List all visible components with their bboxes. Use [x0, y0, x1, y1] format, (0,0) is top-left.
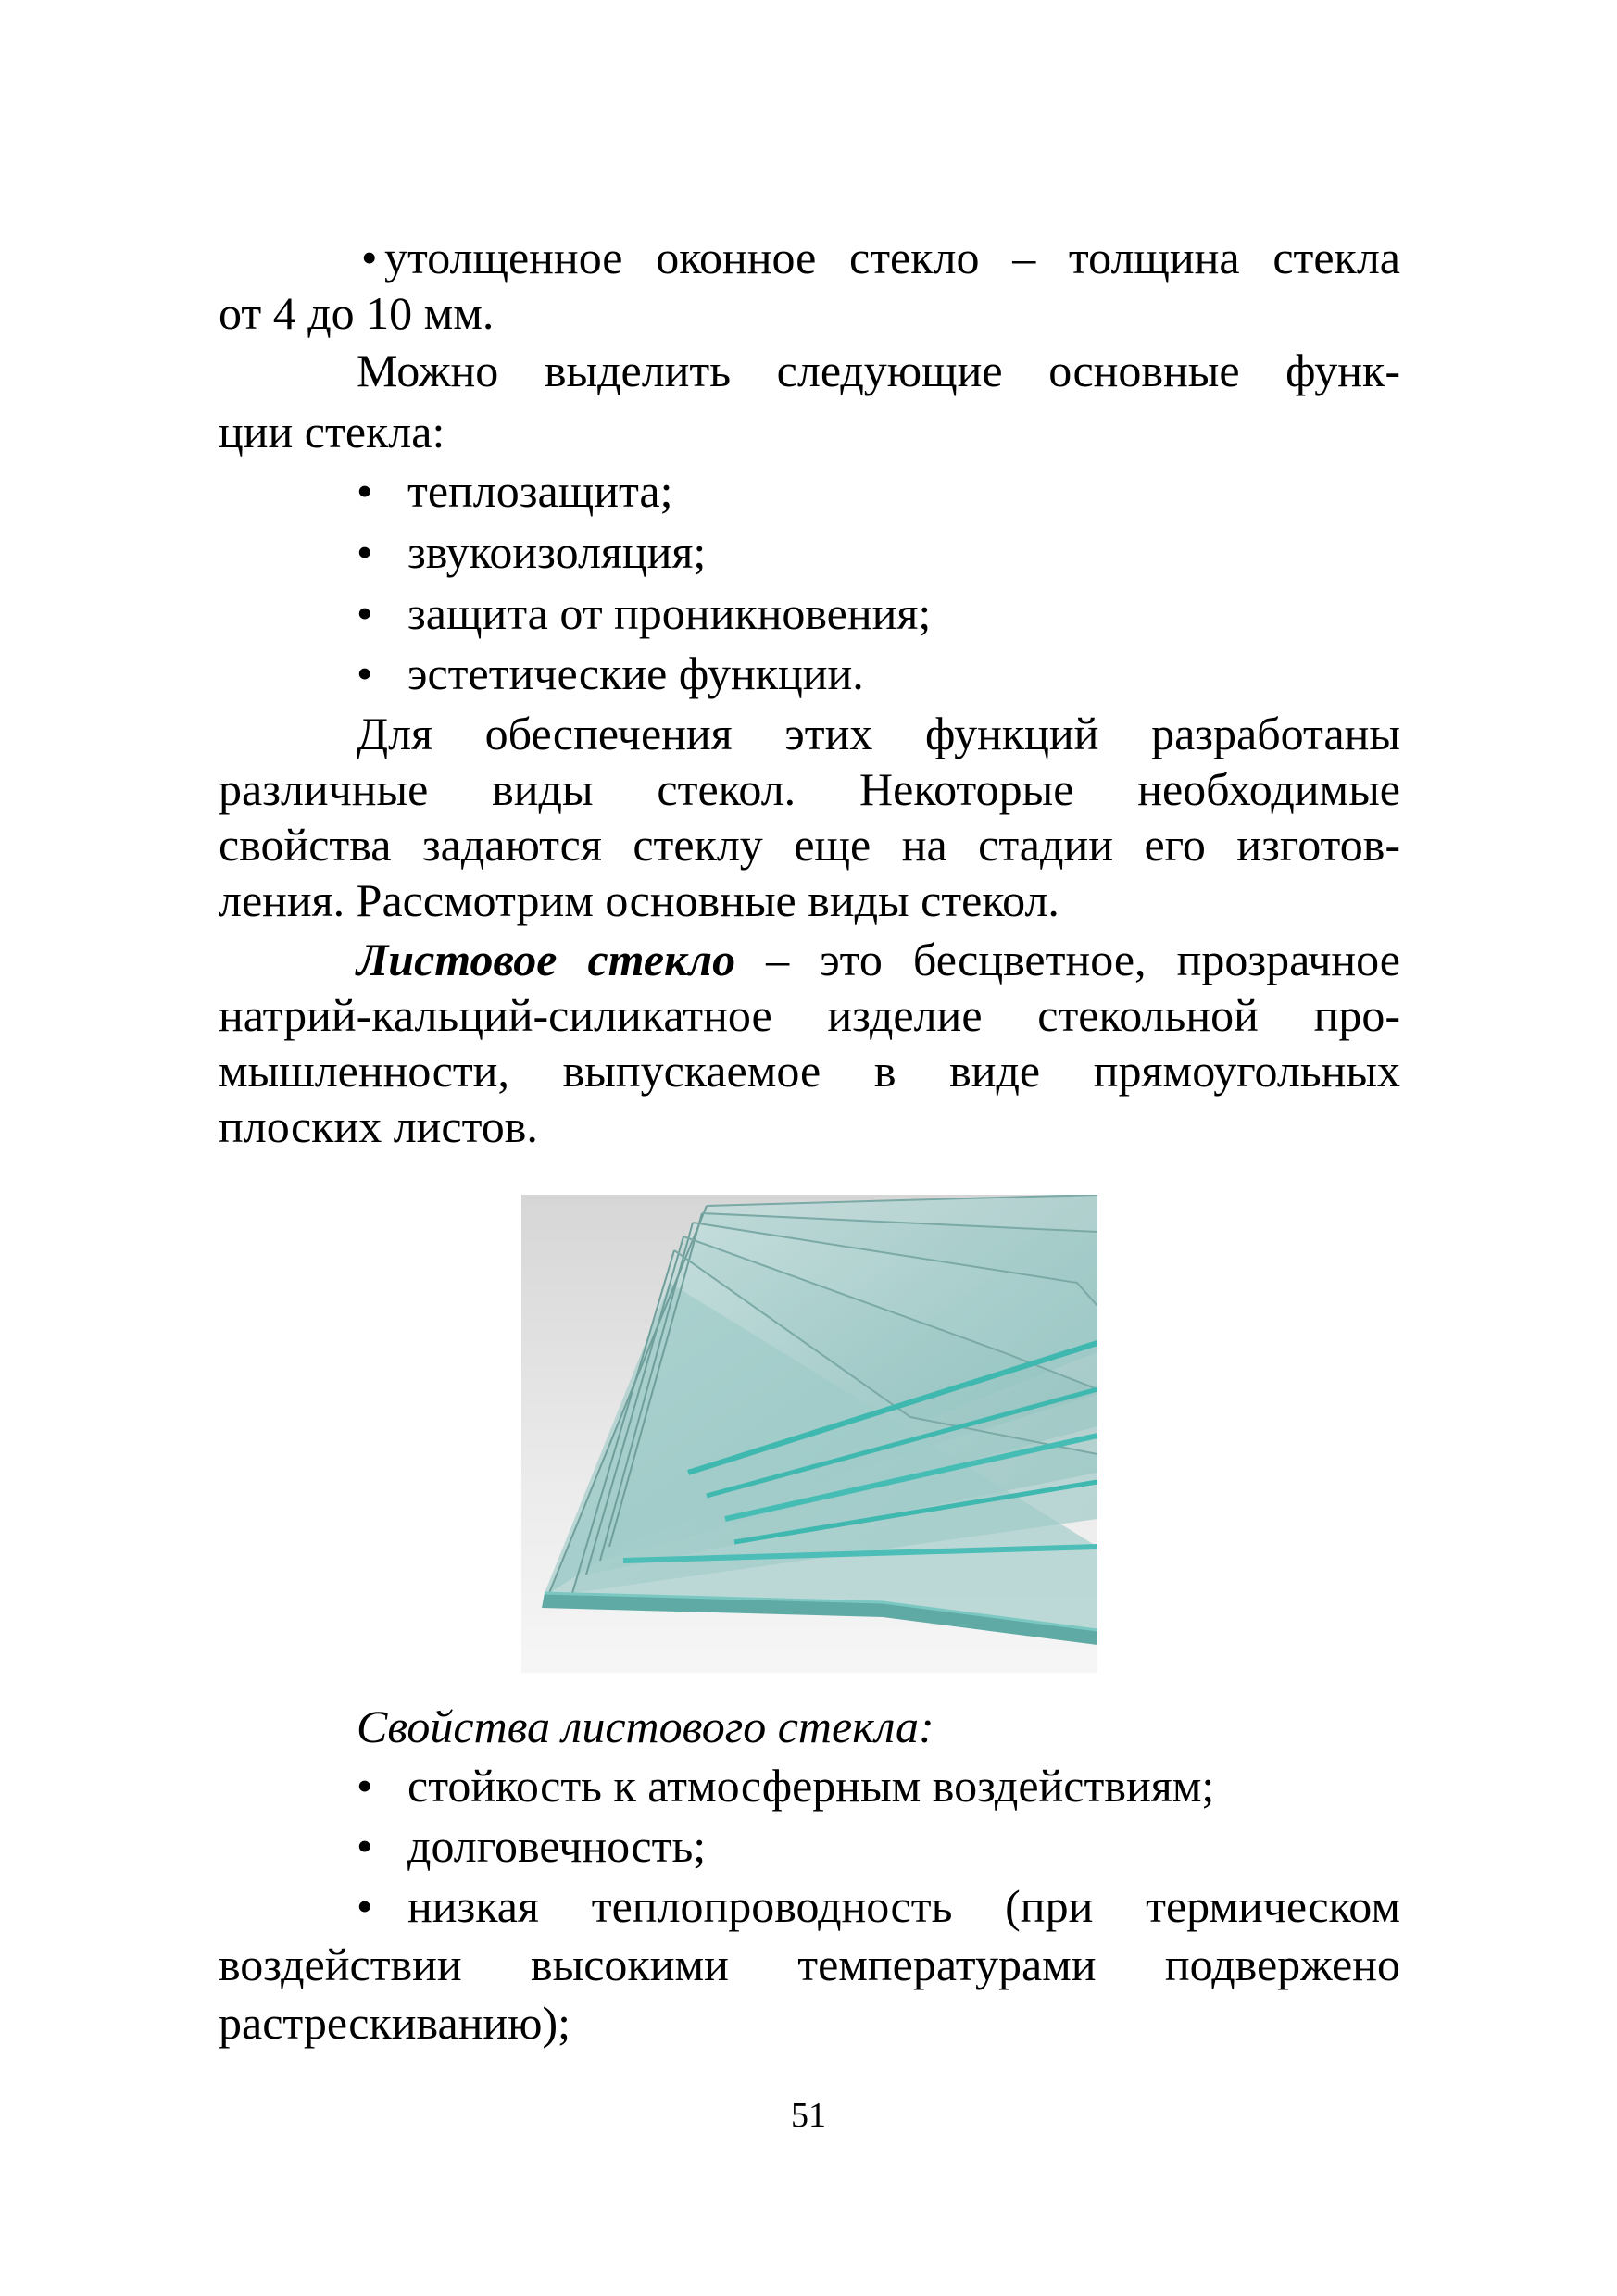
bullet-icon: •: [357, 1820, 373, 1872]
bullet-item-thick-glass: [361, 230, 1400, 285]
page-number: 51: [791, 2096, 826, 2135]
paragraph-line: различные виды стекол. Некоторые необходимые: [219, 763, 1400, 815]
paragraph-line: свойства задаются стеклу еще на стадии его изготов-: [219, 819, 1400, 871]
paragraph-line: плоских листов.: [219, 1100, 538, 1152]
section-subheading: Свойства листового стекла:: [357, 1700, 934, 1752]
defined-term: Листовое стекло: [357, 934, 736, 985]
list-item-text: защита от проникновения;: [407, 587, 932, 639]
paragraph-line: воздействии высокими температурами подвержено: [219, 1938, 1400, 1990]
list-item-text: стойкость к атмосферным воздействиям;: [407, 1760, 1215, 1812]
list-item-text: низкая теплопроводность (при термическом: [407, 1880, 1400, 1932]
paragraph-line: от 4 до 10 мм.: [219, 287, 495, 339]
definition-text: – это бесцветное, прозрачное: [735, 934, 1400, 985]
bullet-icon: •: [357, 1880, 373, 1932]
bullet-icon: •: [357, 587, 373, 639]
list-item: [357, 1758, 1400, 1813]
paragraph-line: Для обеспечения этих функций разработаны: [357, 708, 1400, 759]
list-item-text: эстетические функции.: [407, 647, 864, 699]
bullet-icon: •: [357, 526, 373, 578]
list-item: [357, 463, 1400, 519]
list-item: [357, 524, 1400, 580]
list-item-text: звукоизоляция;: [407, 526, 707, 578]
paragraph-line: натрий-кальций-силикатное изделие стекольной про-: [219, 989, 1400, 1041]
glass-sheets-photo: [521, 1195, 1097, 1673]
definition-line: [357, 932, 1400, 987]
list-item: [357, 585, 1400, 641]
paragraph-line: ления. Рассмотрим основные виды стекол.: [219, 874, 1059, 926]
paragraph-line: ции стекла:: [219, 406, 445, 458]
list-item: [357, 646, 1400, 701]
bullet-text: утолщенное оконное стекло – толщина стекла: [384, 232, 1400, 283]
paragraph-line: растрескиванию);: [219, 1997, 571, 2049]
list-item-text: долговечность;: [407, 1820, 707, 1872]
paragraph-line: Можно выделить следующие основные функ-: [357, 345, 1400, 396]
bullet-icon: •: [357, 647, 373, 699]
bullet-icon: •: [357, 465, 373, 517]
list-item: [357, 1818, 1400, 1874]
list-item: [357, 1878, 1400, 1934]
list-item-text: теплозащита;: [407, 465, 673, 517]
bullet-icon: •: [357, 1760, 373, 1812]
paragraph-line: мышленности, выпускаемое в виде прямоугольных: [219, 1045, 1400, 1097]
bullet-icon: •: [361, 232, 378, 283]
